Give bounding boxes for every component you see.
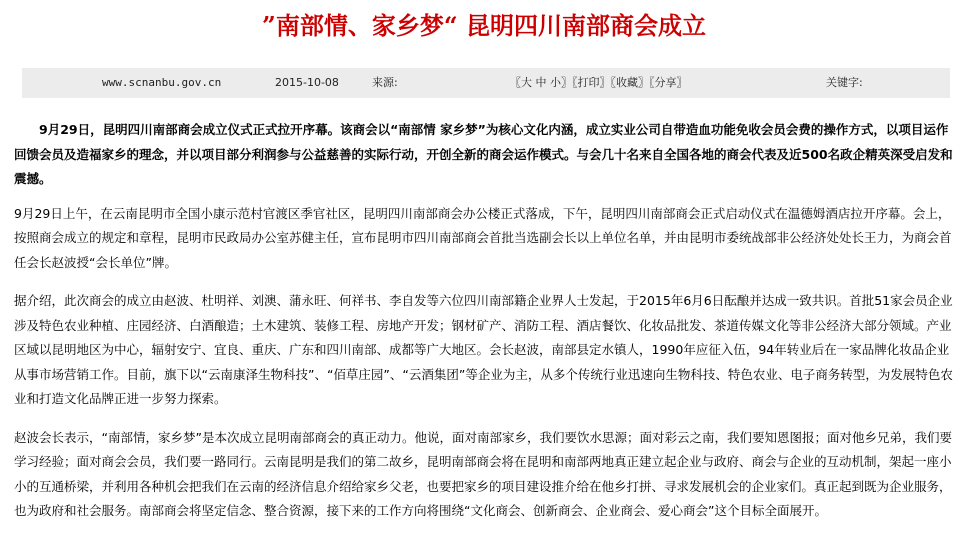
article-meta-bar [22,68,950,98]
font-size-medium-link[interactable]: 中 [535,76,547,89]
article-title: ”南部情、家乡梦“ 昆明四川南部商会成立 [262,11,706,40]
article-actions: 〖大 中 小〗〖打印〗〖收藏〗〖分享〗 [510,76,688,89]
article-paragraph: 赵波会长表示，“南部情，家乡梦”是本次成立昆明南部商会的真正动力。他说，面对南部家乡，我们要饮水思源；面对彩云之南，我们要知恩图报；面对他乡兄弟，我们要学习经验；面对商会会员，我们要一路同行。云南昆明是我们的第二故乡，昆明南部商会将在昆明和南部两地真正建立起企业与政府、商会与企业的互动机制，架起一座小小的互通桥梁，并利用各种机会把我们在云南的经济信息介绍给家乡父老，也要把家乡的项目建设推介给在他乡打拼、寻求发展机会的企业家们。真正起到既为企业服务，也为政府和社会服务。南部商会将坚定信念、整合资源，接下来的工作方向将围绕“文化商会、创新商会、企业商会、爱心商会”这个目标全面展开。 [14,429,952,518]
font-size-large-link[interactable]: 大 [521,76,532,89]
share-link[interactable]: 分享 [654,76,677,89]
article-paragraph: 据介绍，此次商会的成立由赵波、杜明祥、刘澳、蒲永旺、何祥书、李自发等六位四川南部籍企业界人士发起，于2015年6月6日酝酿并达成一致共识。首批51家会员企业涉及特色农业种植、庄园经济、白酒酿造；土木建筑、装修工程、房地产开发；钢材矿产、消防工程、酒店餐饮、化妆品批发、茶道传媒文化等非公经济大部分领域。产业区域以昆明地区为中心，辐射安宁、宜良、重庆、广东和四川南部、成都等广大地区。会长赵波，南部县定水镇人，1990年应征入伍，94年转业后在一家品牌化妆品企业从事市场营销工作。目前，旗下以“云南康泽生物科技”、“佰草庄园”、“云酒集团”等企业为主，从多个传统行业迅速向生物科技、特色农业、电子商务转型，为发展特色农业和打造文化品牌正进一步努力探索。 [14,293,953,406]
article-lead-paragraph: 9月29日，昆明四川南部商会成立仪式正式拉开序幕。该商会以“南部情 家乡梦”为核心文化内涵，成立实业公司自带造血功能免收会员会费的操作方式，以项目运作回馈会员及造福家乡的理念，并以项目部分利润参与公益慈善的实际行动，开创全新的商会运作模式。与会几十名来自全国各地的商会代表及近500名政企精英深受启发和震撼。 [14,122,953,186]
font-size-small-link[interactable]: 小 [550,76,561,89]
article-body [14,118,954,538]
keywords-label: 关键字: [826,76,863,89]
favorite-link[interactable]: 收藏 [616,76,638,89]
source-label: 来源: [372,76,398,89]
publish-date: 2015-10-08 [275,76,339,89]
print-link[interactable]: 打印 [577,76,600,89]
article-paragraph: 9月29日上午，在云南昆明市全国小康示范村官渡区季官社区，昆明四川南部商会办公楼正式落成，下午，昆明四川南部商会正式启动仪式在温德姆酒店拉开序幕。会上，按照商会成立的规定和章程，昆明市民政局办公室苏健主任，宣布昆明市四川南部商会首批当选副会长以上单位名单，并由昆明市委统战部非公经济处处长王力，为商会首任会长赵波授“会长单位”牌。 [14,205,952,270]
site-url: www.scnanbu.gov.cn [102,76,222,89]
